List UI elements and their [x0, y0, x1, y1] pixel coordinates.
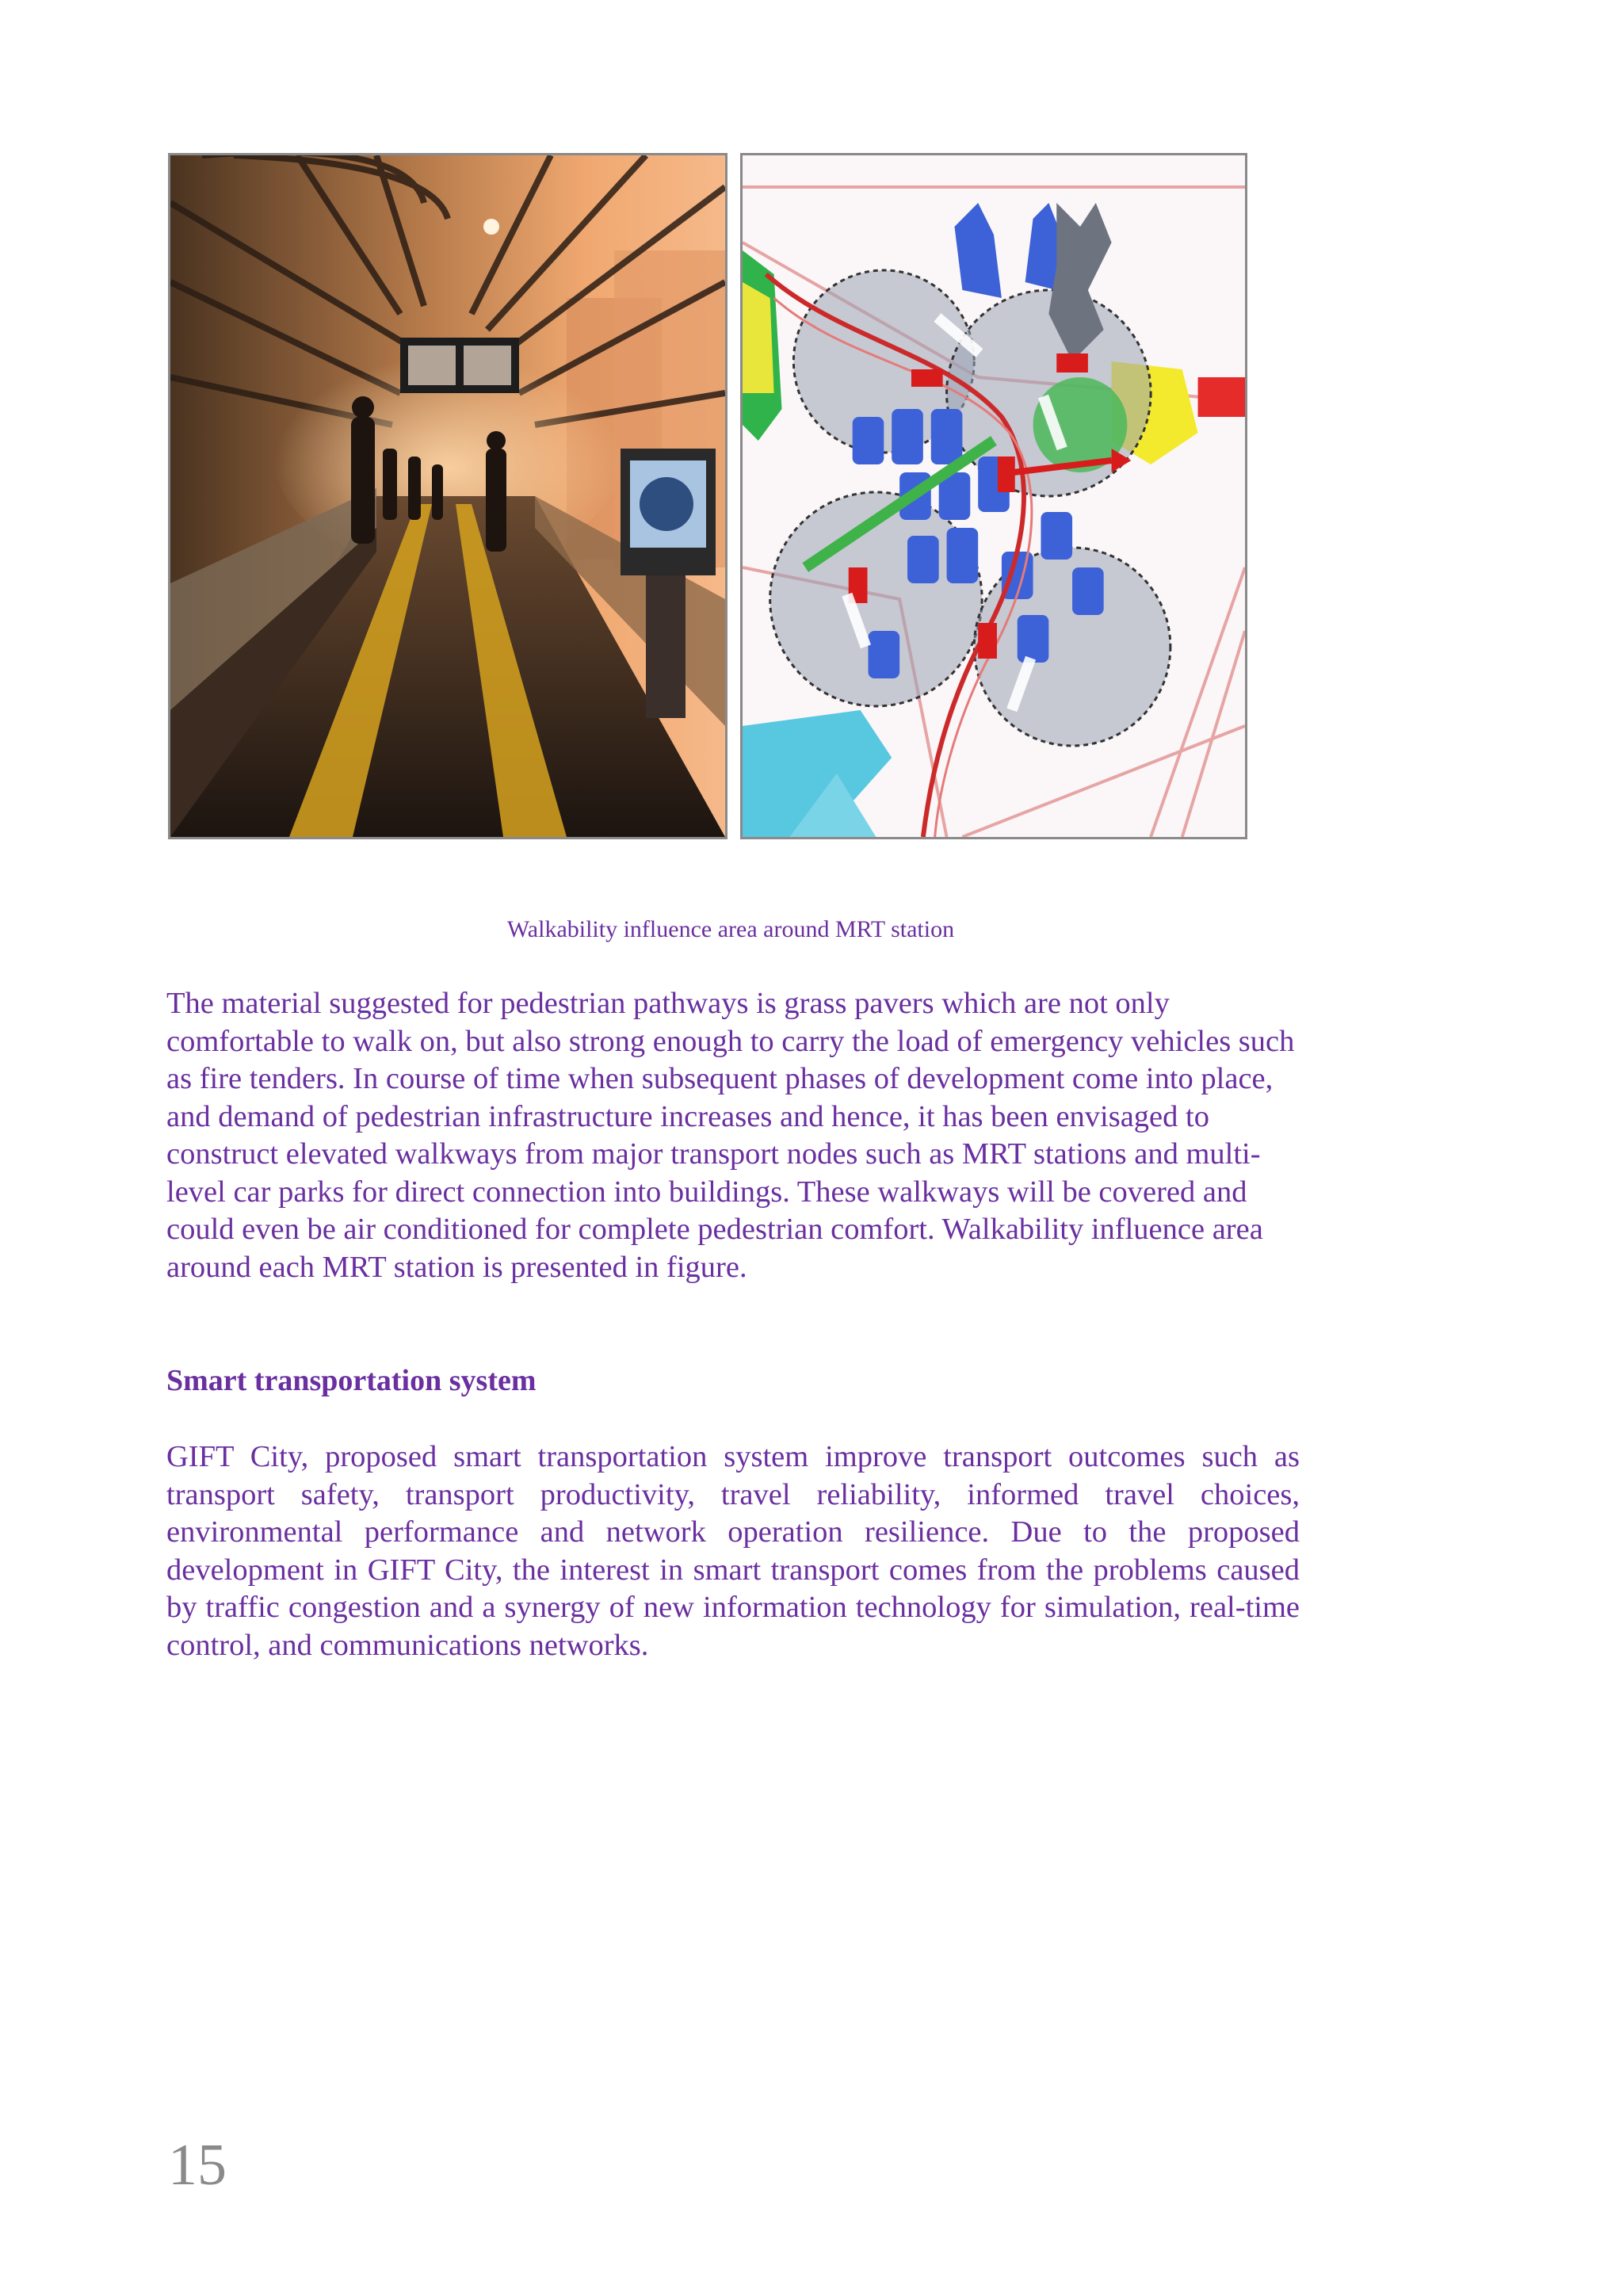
figure-caption: Walkability influence area around MRT station [506, 916, 955, 942]
paragraph-smart-transport: GIFT City, proposed smart transportation system improve transport outcomes such as transport safety, transport productivity, travel reliability, informed travel choices, environmental performance and network operation resilience. Due to the proposed development in GIFT City, the interest in smart transport comes from the problems caused by traffic congestion and a synergy of new information technology for simulation, real-time control, and communications networks. [166, 1440, 1300, 1662]
figure [168, 153, 1246, 839]
paragraph-walkways: The material suggested for pedestrian pathways is grass pavers which are not only comfortable to walk on, but also strong enough to carry the load of emergency vehicles such as fire tenders. In course of time when subsequent phases of development come into place, and demand of pedestrian infrastructure increases and hence, it has been envisaged to construct elevated walkways from major transport nodes such as MRT stations and multi-level car parks for direct connection into buildings. These walkways will be covered and could even be air conditioned for complete pedestrian comfort. Walkability influence area around each MRT station is presented in figure. [166, 987, 1295, 1284]
walkability-map [740, 153, 1247, 839]
page-number: 15 [168, 2133, 227, 2198]
section-heading: Smart transportation system [166, 1364, 537, 1397]
elevated-walkway-photo [168, 153, 727, 839]
